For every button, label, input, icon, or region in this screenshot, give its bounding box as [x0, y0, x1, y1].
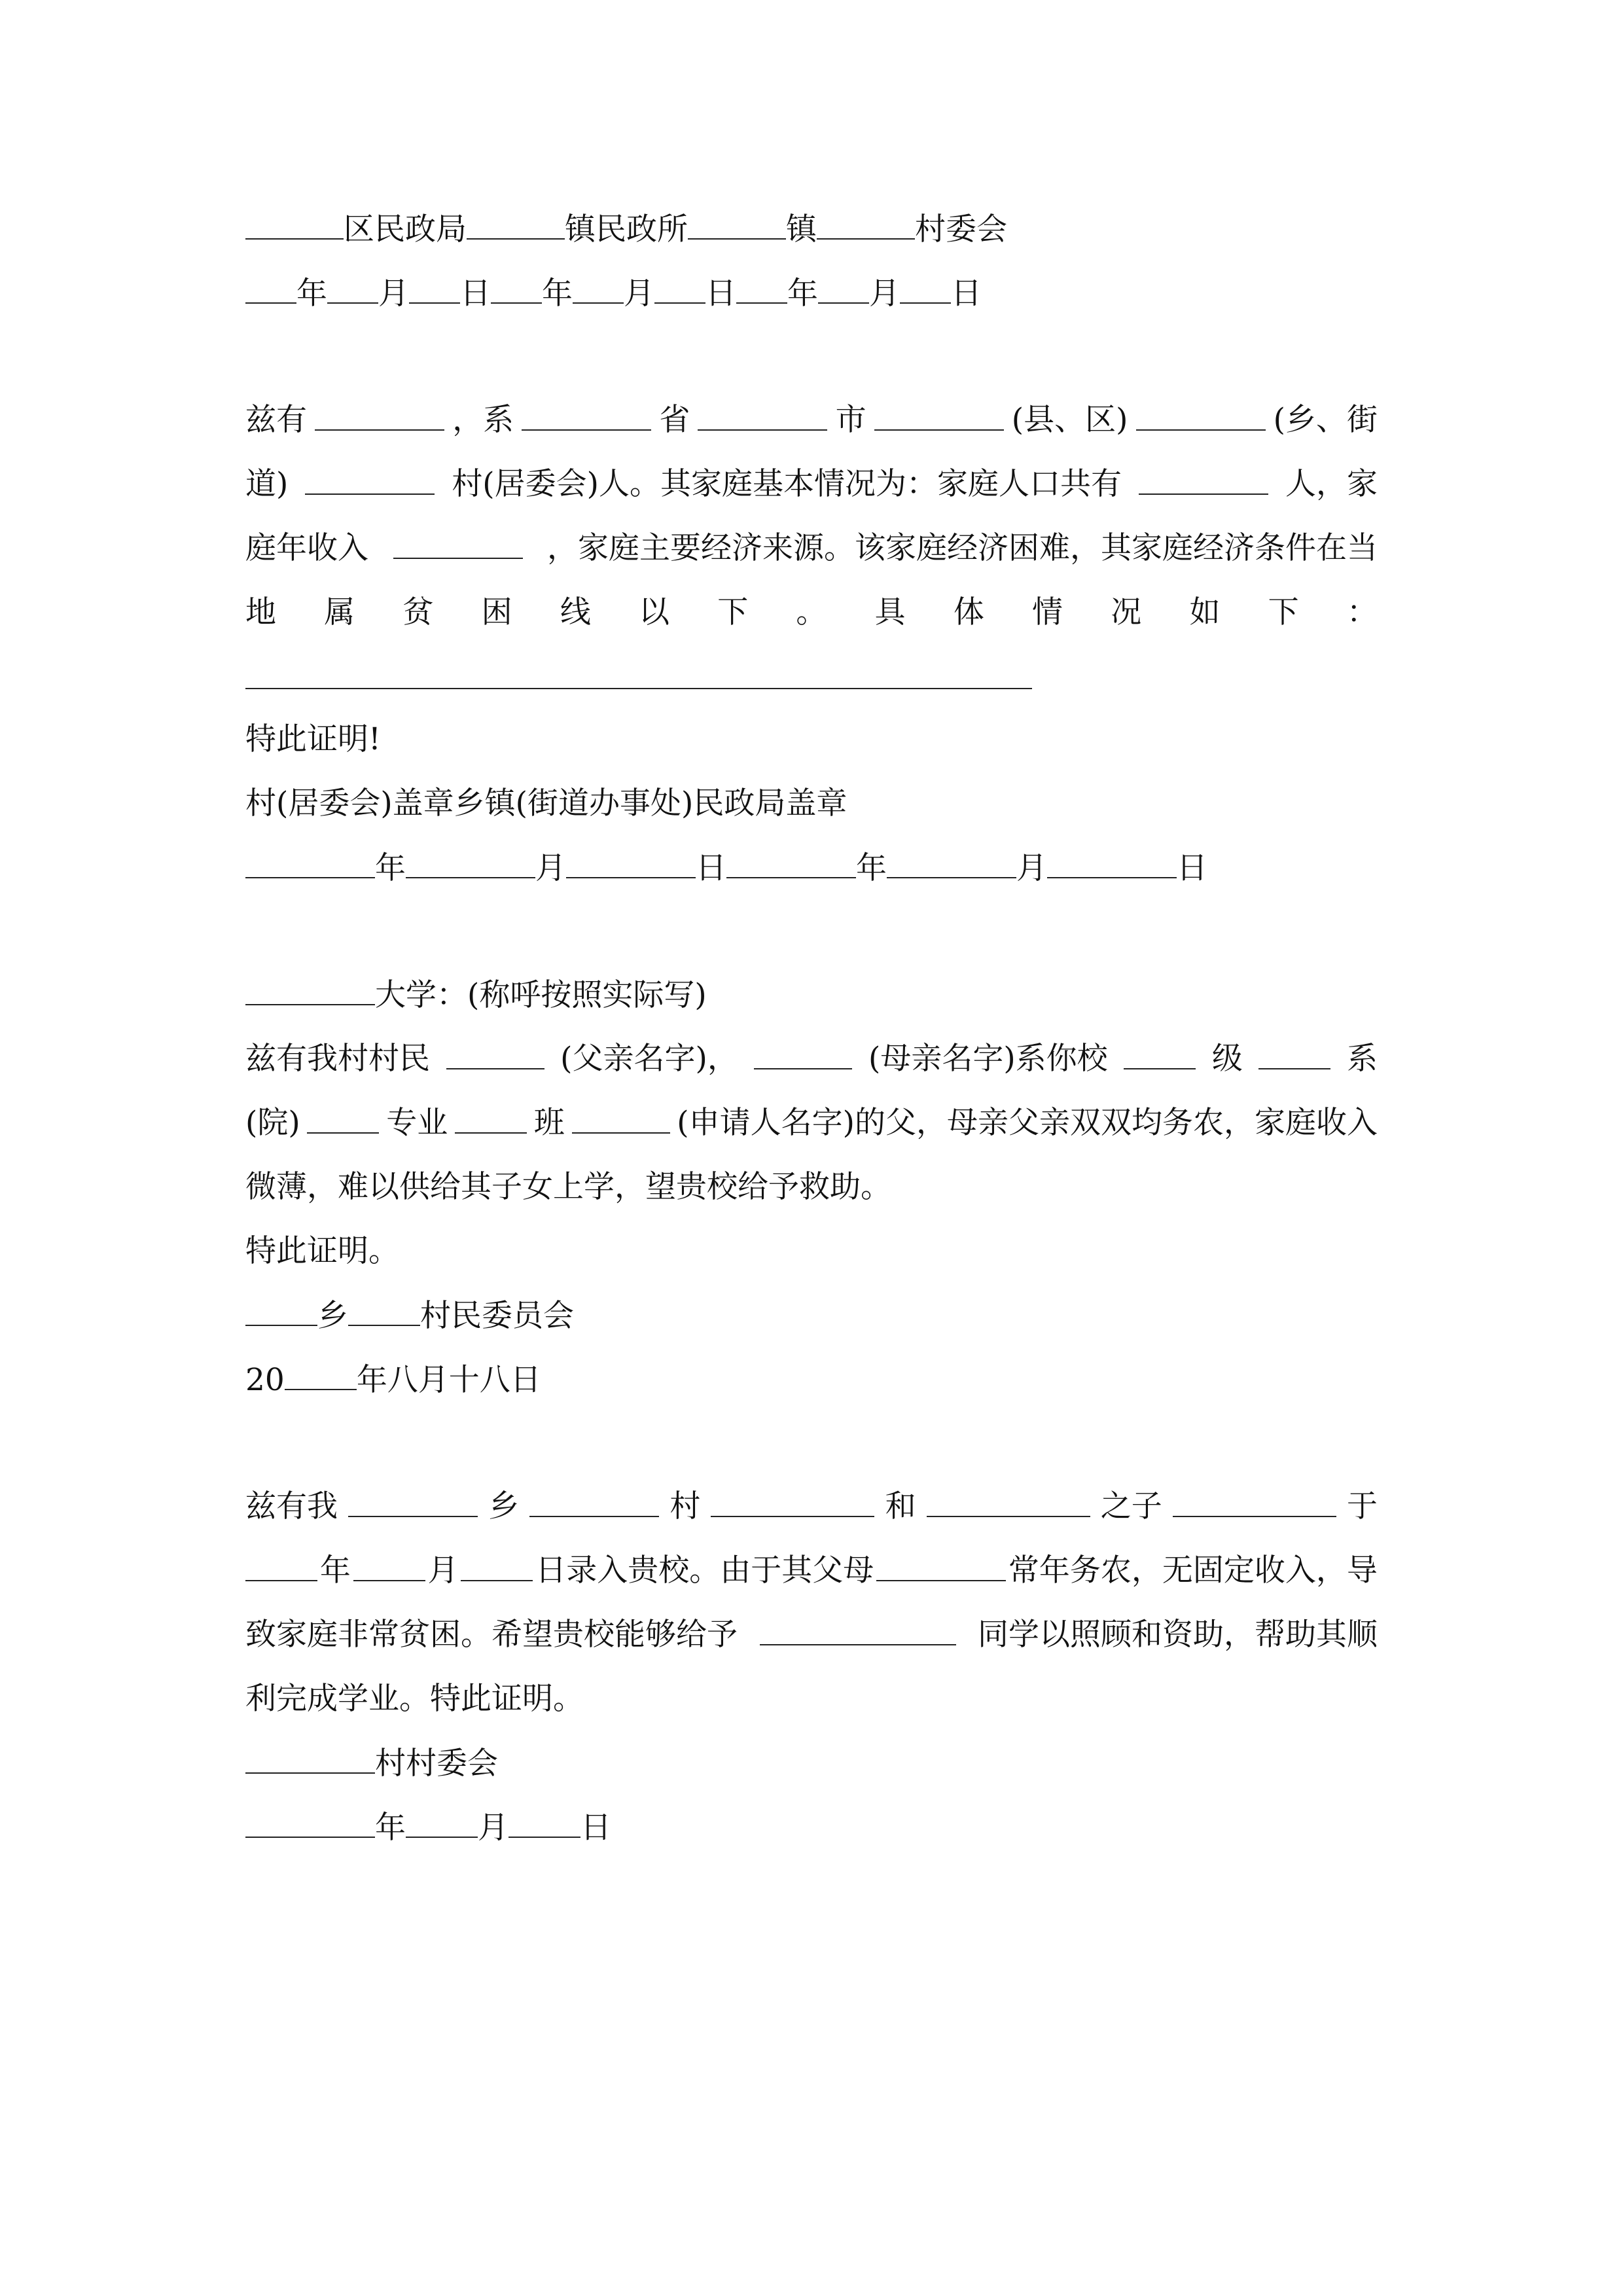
char: 况 — [1111, 594, 1142, 630]
char: 地 — [245, 594, 276, 630]
blank — [887, 848, 1016, 878]
char: 线 — [560, 594, 591, 630]
text: ，系 — [452, 402, 514, 438]
paragraph-line — [245, 529, 1378, 568]
blank — [927, 1487, 1090, 1517]
text: 道) — [245, 466, 289, 502]
signature-line — [245, 1296, 1378, 1335]
text: 级 — [1211, 1041, 1243, 1077]
blank — [508, 1808, 580, 1838]
text: 同学以照顾和资助，帮助其顺 — [978, 1617, 1378, 1653]
year-label: 年 — [787, 276, 818, 312]
blank — [876, 1551, 1006, 1581]
blank — [348, 1296, 420, 1326]
text: 年 — [319, 1552, 351, 1588]
certify-text: 特此证明! — [245, 721, 381, 757]
blank — [245, 209, 344, 240]
blank — [393, 529, 523, 559]
char: 贫 — [402, 594, 434, 630]
blank — [572, 1103, 670, 1134]
char: 属 — [324, 594, 355, 630]
month-label: 月 — [378, 276, 409, 312]
blank — [409, 274, 460, 304]
text: 村民委员会 — [420, 1298, 574, 1334]
text: 班 — [533, 1105, 565, 1141]
blank — [688, 209, 786, 240]
day-label: 日 — [580, 1810, 611, 1846]
paragraph-line — [245, 1615, 1378, 1655]
district-civil-affairs: 区民政局 — [344, 211, 467, 247]
blank — [1173, 1487, 1336, 1517]
text: 乡 — [317, 1298, 348, 1334]
signature-line — [245, 1744, 1378, 1783]
char: 情 — [1032, 594, 1063, 630]
month-label: 月 — [624, 276, 654, 312]
blank — [285, 1360, 357, 1390]
year-label: 年 — [542, 276, 573, 312]
blank — [446, 1039, 544, 1069]
town-civil-affairs: 镇民政所 — [565, 211, 688, 247]
blank — [245, 1296, 317, 1326]
blank — [654, 274, 705, 304]
text: (父亲名字)， — [560, 1041, 738, 1077]
paragraph-line — [245, 1103, 1378, 1143]
day-label: 日 — [1177, 850, 1207, 886]
blank — [245, 975, 375, 1005]
blank — [817, 209, 915, 240]
blank — [327, 274, 378, 304]
blank — [1124, 1039, 1196, 1069]
month-label: 月 — [869, 276, 900, 312]
blank — [353, 1551, 425, 1581]
paragraph-line: 利完成学业。特此证明。 — [245, 1681, 584, 1717]
text: 人，家 — [1285, 466, 1378, 502]
blank — [245, 848, 375, 878]
greeting-line — [245, 975, 1378, 1014]
text: 兹有 — [245, 402, 307, 438]
text: 兹有我村村民 — [245, 1041, 430, 1077]
text: 和 — [885, 1488, 916, 1524]
text: 系 — [1347, 1041, 1378, 1077]
blank — [726, 848, 856, 878]
blank — [406, 1808, 478, 1838]
char: 。 — [796, 594, 827, 630]
text: 市 — [835, 402, 866, 438]
text: 常年务农，无固定收入，导 — [1008, 1552, 1378, 1588]
blank — [315, 401, 444, 431]
date-line — [245, 1808, 1378, 1847]
blank — [467, 209, 565, 240]
text: (母亲名字)系你校 — [868, 1041, 1108, 1077]
month-label: 月 — [535, 850, 566, 886]
text: 20 — [245, 1362, 285, 1398]
char: 以 — [639, 594, 670, 630]
town-label: 镇 — [786, 211, 817, 247]
paragraph-line — [245, 1551, 1378, 1590]
blank — [900, 274, 951, 304]
blank — [491, 274, 542, 304]
text: 兹有我 — [245, 1488, 338, 1524]
blank — [1136, 401, 1266, 431]
text: 之子 — [1100, 1488, 1162, 1524]
blank — [305, 465, 435, 495]
text: ，家庭主要经济来源。该家庭经济困难，其家庭经济条件在当 — [547, 530, 1378, 566]
year-label: 年 — [375, 1810, 406, 1846]
text: 省 — [659, 402, 690, 438]
char: 下 — [717, 594, 749, 630]
blank — [573, 274, 624, 304]
blank — [1139, 465, 1268, 495]
text: 庭年收入 — [245, 530, 368, 566]
blank — [245, 1808, 375, 1838]
text: (县、区) — [1011, 402, 1128, 438]
blank — [736, 274, 787, 304]
triple-date-line — [245, 274, 1378, 313]
blank — [461, 1551, 533, 1581]
paragraph-line — [245, 1039, 1378, 1079]
spaced-paragraph-line — [245, 593, 1378, 632]
blank — [529, 1487, 659, 1517]
blank — [698, 401, 827, 431]
year-label: 年 — [375, 850, 406, 886]
char: 具 — [874, 594, 906, 630]
char: ： — [1346, 594, 1378, 630]
paragraph-line — [245, 401, 1378, 440]
greeting-text: 大学：(称呼按照实际写) — [375, 977, 707, 1013]
paragraph-line — [245, 465, 1378, 504]
blank — [754, 1039, 852, 1069]
blank — [874, 401, 1004, 431]
village-committee-label: 村委会 — [915, 211, 1007, 247]
day-label: 日 — [460, 276, 491, 312]
char: 下 — [1268, 594, 1299, 630]
text: 月 — [427, 1552, 459, 1588]
year-label: 年 — [856, 850, 887, 886]
text: (院) — [245, 1105, 300, 1141]
blank — [1258, 1039, 1330, 1069]
text: 专业 — [386, 1105, 448, 1141]
village-committee-text: 村村委会 — [375, 1746, 498, 1782]
blank — [245, 1551, 317, 1581]
day-label: 日 — [696, 850, 726, 886]
blank — [245, 274, 296, 304]
year-label: 年 — [296, 276, 327, 312]
blank — [348, 1487, 478, 1517]
details-underline — [245, 688, 1032, 689]
date-line — [245, 1360, 1378, 1399]
text: (乡、街 — [1273, 402, 1378, 438]
text: 致家庭非常贫困。希望贵校能够给予 — [245, 1617, 738, 1653]
blank — [406, 848, 535, 878]
certify-text: 特此证明。 — [245, 1233, 399, 1269]
blank — [760, 1615, 956, 1645]
day-label: 日 — [705, 276, 736, 312]
blank — [711, 1487, 874, 1517]
char: 体 — [953, 594, 984, 630]
blank — [307, 1103, 379, 1134]
blank — [1047, 848, 1177, 878]
month-label: 月 — [478, 1810, 508, 1846]
blank — [818, 274, 869, 304]
text: (申请人名字)的父，母亲父亲双双均务农，家庭收入 — [677, 1105, 1378, 1141]
seal-text: 村(居委会)盖章乡镇(街道办事处)民政局盖章 — [245, 785, 847, 821]
text: 于 — [1346, 1488, 1378, 1524]
text: 年八月十八日 — [356, 1362, 541, 1398]
char: 困 — [481, 594, 512, 630]
double-date-line — [245, 848, 1378, 888]
blank — [245, 1744, 375, 1774]
day-label: 日 — [951, 276, 982, 312]
blank — [566, 848, 696, 878]
paragraph-line — [245, 1487, 1378, 1526]
month-label: 月 — [1016, 850, 1047, 886]
blank — [455, 1103, 527, 1134]
text: 乡 — [488, 1488, 520, 1524]
text: 村(居委会)人。其家庭基本情况为：家庭人口共有 — [452, 466, 1122, 502]
blank — [522, 401, 651, 431]
header-line — [245, 209, 1378, 249]
text: 村 — [669, 1488, 701, 1524]
paragraph-line: 微薄，难以供给其子女上学，望贵校给予救助。 — [245, 1169, 891, 1205]
char: 如 — [1189, 594, 1221, 630]
text: 日录入贵校。由于其父母 — [535, 1552, 874, 1588]
